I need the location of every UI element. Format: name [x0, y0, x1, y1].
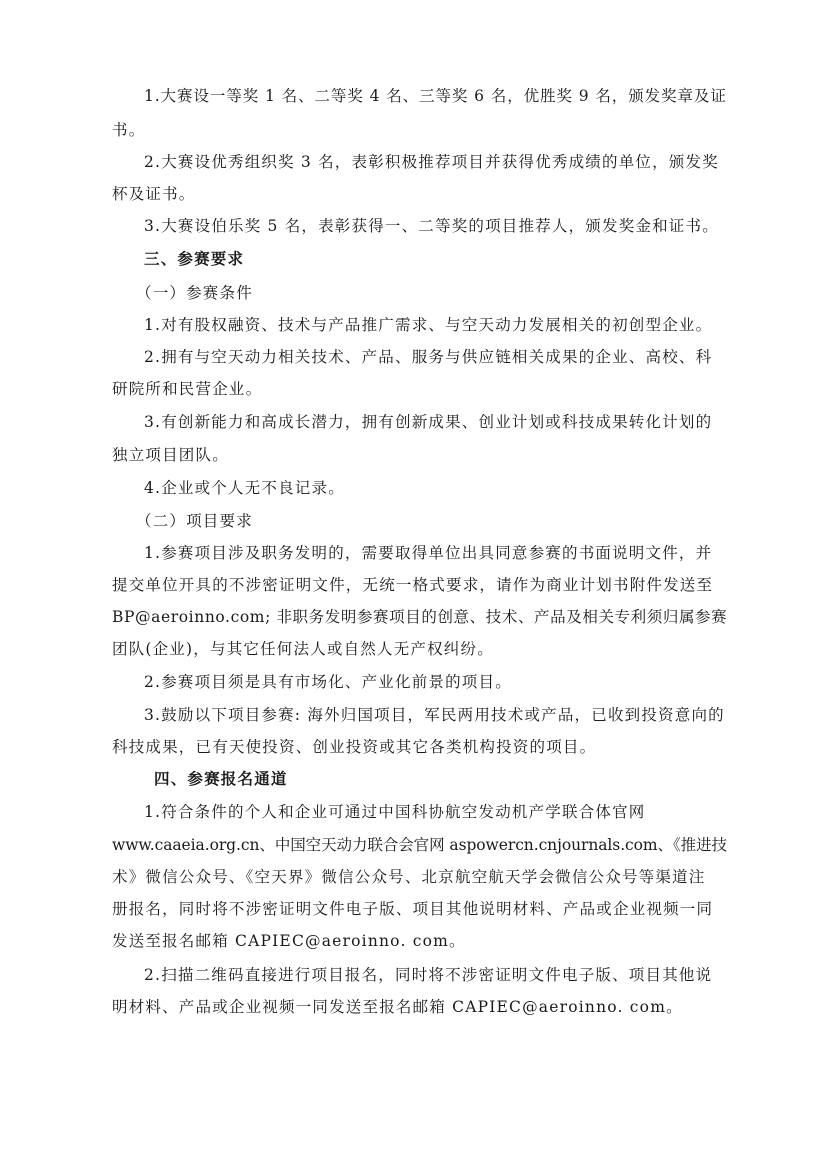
registration-item-2-line-1: 2.扫描二维码直接进行项目报名，同时将不涉密证明文件电子版、项目其他说	[144, 966, 713, 984]
condition-item-4: 4.企业或个人无不良记录。	[144, 479, 345, 497]
condition-item-1: 1.对有股权融资、技术与产品推广需求、与空天动力发展相关的初创型企业。	[144, 316, 713, 334]
registration-item-1-line-4: 册报名，同时将不涉密证明文件电子版、项目其他说明材料、产品或企业视频一同	[112, 900, 714, 918]
condition-item-3-line-2: 独立项目团队。	[112, 446, 229, 464]
award-item-1-line-1: 1.大赛设一等奖 1 名、二等奖 4 名、三等奖 6 名，优胜奖 9 名，颁发奖章及证	[144, 87, 727, 105]
subsection-conditions: （一）参赛条件	[136, 284, 253, 302]
subsection-project-requirements: （二）项目要求	[136, 512, 253, 530]
award-item-2-line-2: 杯及证书。	[112, 185, 196, 203]
section-heading-requirements: 三、参赛要求	[144, 249, 245, 268]
registration-item-2-line-2: 明材料、产品或企业视频一同发送至报名邮箱 CAPIEC@aeroinno. com。	[112, 998, 683, 1016]
requirement-item-1-line-1: 1.参赛项目涉及职务发明的，需要取得单位出具同意参赛的书面说明文件，并	[144, 544, 713, 562]
requirement-item-3-line-1: 3.鼓励以下项目参赛: 海外归国项目，军民两用技术或产品，已收到投资意向的	[144, 706, 725, 724]
award-item-1-line-2: 书。	[112, 121, 146, 139]
condition-item-2-line-1: 2.拥有与空天动力相关技术、产品、服务与供应链相关成果的企业、高校、科	[144, 348, 713, 366]
award-item-3: 3.大赛设伯乐奖 5 名，表彰获得一、二等奖的项目推荐人，颁发奖金和证书。	[144, 217, 719, 235]
requirement-item-1-line-2: 提交单位开具的不涉密证明文件，无统一格式要求，请作为商业计划书附件发送至	[112, 576, 714, 594]
award-item-2-line-1: 2.大赛设优秀组织奖 3 名，表彰积极推荐项目并获得优秀成绩的单位，颁发奖	[144, 153, 719, 171]
registration-item-1-line-3: 术》微信公众号、《空天界》微信公众号、北京航空航天学会微信公众号等渠道注	[112, 868, 706, 886]
requirement-item-1-line-4: 团队(企业)，与其它任何法人或自然人无产权纠纷。	[112, 640, 494, 658]
registration-item-1-line-5: 发送至报名邮箱 CAPIEC@aeroinno. com。	[112, 932, 466, 950]
condition-item-2-line-2: 研院所和民营企业。	[112, 380, 263, 398]
section-heading-registration: 四、参赛报名通道	[154, 769, 288, 788]
requirement-item-1-line-3: BP@aeroinno.com; 非职务发明参赛项目的创意、技术、产品及相关专利须归属参赛	[112, 608, 728, 626]
registration-item-1-line-2: www.caaeia.org.cn、中国空天动力联合会官网 aspowercn.cnjournals.com、《推进技	[112, 836, 727, 854]
requirement-item-3-line-2: 科技成果，已有天使投资、创业投资或其它各类机构投资的项目。	[112, 738, 597, 756]
registration-item-1-line-1: 1.符合条件的个人和企业可通过中国科协航空发动机产学联合体官网	[144, 803, 646, 821]
condition-item-3-line-1: 3.有创新能力和高成长潜力，拥有创新成果、创业计划或科技成果转化计划的	[144, 413, 713, 431]
requirement-item-2: 2.参赛项目须是具有市场化、产业化前景的项目。	[144, 673, 512, 691]
